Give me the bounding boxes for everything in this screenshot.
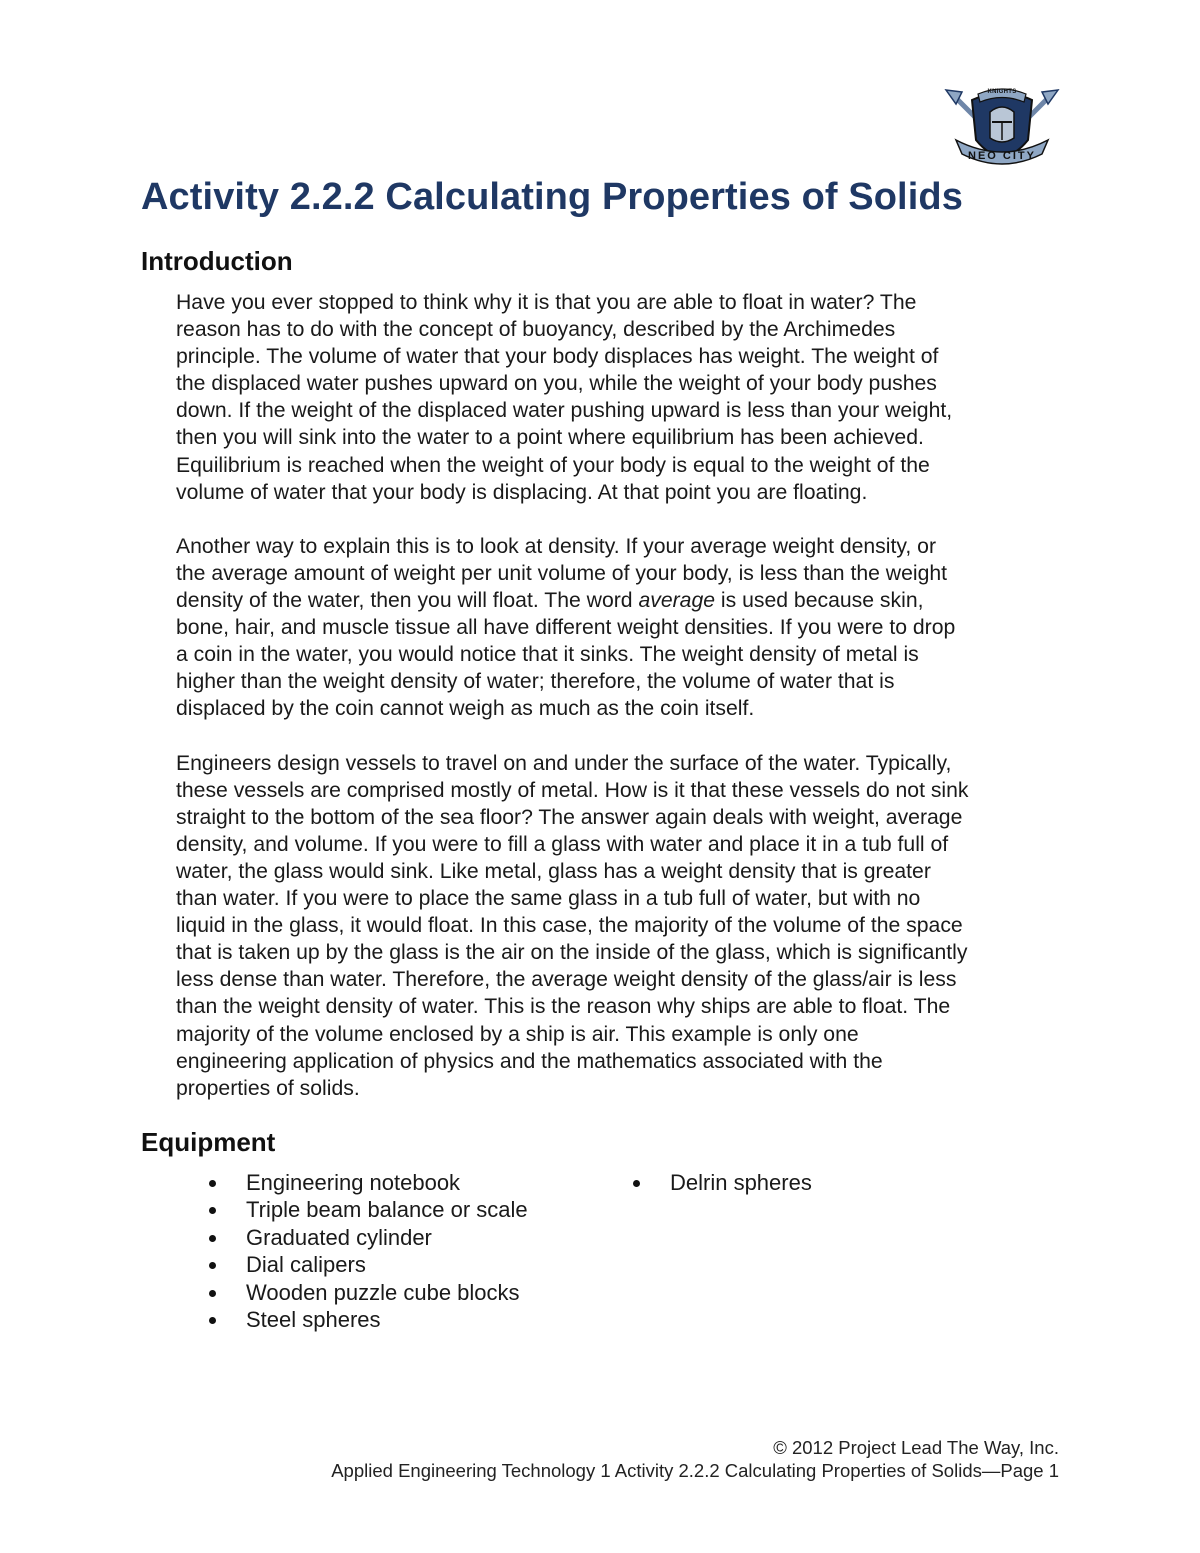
equipment-item: Engineering notebook (246, 1170, 461, 1195)
text-line: higher than the weight density of water; therefore, the volume of water that is (176, 670, 895, 694)
footer-page-line: Applied Engineering Technology 1 Activity 2.2.2 Calculating Properties of Solids—Page 1 (331, 1460, 1059, 1481)
bullet-icon (209, 1235, 216, 1242)
bullet-icon (209, 1290, 216, 1297)
emphasized-word: average (638, 589, 716, 613)
logo-bottom-text: NEO CITY (968, 150, 1036, 162)
list-item (176, 1279, 528, 1306)
bullet-icon (209, 1207, 216, 1214)
text-line-with-emphasis: density of the water, then you will float. The word average is used because skin, (176, 589, 924, 613)
text-line: Another way to explain this is to look at density. If your average weight density, or (176, 534, 937, 558)
intro-paragraph-2 (176, 533, 1066, 723)
text-line: water, the glass would sink. Like metal, glass has a weight density that is greater (176, 859, 931, 883)
text-line: straight to the bottom of the sea floor? The answer again deals with weight, average (176, 805, 963, 829)
list-item (176, 1224, 528, 1251)
equipment-item: Delrin spheres (670, 1170, 812, 1195)
text-line: principle. The volume of water that your body displaces has weight. The weight of (176, 345, 939, 369)
text-line: a coin in the water, you would notice that it sinks. The weight density of metal is (176, 643, 919, 667)
text-line: Equilibrium is reached when the weight of your body is equal to the weight of the (176, 453, 930, 477)
equipment-item: Wooden puzzle cube blocks (246, 1279, 520, 1305)
list-item (600, 1169, 812, 1196)
equipment-list-column-1 (176, 1169, 528, 1333)
text-line: Engineers design vessels to travel on and under the surface of the water. Typically, (176, 751, 952, 775)
bullet-icon (209, 1180, 216, 1187)
school-logo (942, 82, 1062, 174)
text-line: the displaced water pushes upward on you, while the weight of your body pushes (176, 372, 937, 396)
equipment-list-column-2 (600, 1169, 812, 1196)
text-line: displaced by the coin cannot weigh as much as the coin itself. (176, 697, 755, 721)
text-line: than water. If you were to place the same glass in a tub full of water, but with no (176, 887, 921, 911)
equipment-item: Steel spheres (246, 1307, 381, 1333)
intro-paragraph-3 (176, 750, 1066, 1102)
equipment-item: Graduated cylinder (246, 1224, 432, 1250)
text-line: properties of solids. (176, 1076, 360, 1100)
text-line: volume of water that your body is displacing. At that point you are floating. (176, 480, 868, 504)
text-line: Have you ever stopped to think why it is that you are able to float in water? The (176, 291, 917, 314)
list-item (176, 1306, 528, 1333)
text-line: liquid in the glass, it would float. In this case, the majority of the volume of the space (176, 914, 963, 938)
text-line: than the weight density of water. This is the reason why ships are able to float. The (176, 995, 951, 1019)
equipment-item: Dial calipers (246, 1252, 366, 1278)
bullet-icon (633, 1180, 640, 1187)
list-item (176, 1169, 528, 1196)
text-line: bone, hair, and muscle tissue all have different weight densities. If you were to drop (176, 616, 956, 640)
text-line: then you will sink into the water to a point where equilibrium has been achieved. (176, 426, 924, 450)
bullet-icon (209, 1262, 216, 1269)
text-line: reason has to do with the concept of buoyancy, described by the Archimedes (176, 318, 896, 342)
text-line: engineering application of physics and the mathematics associated with the (176, 1049, 883, 1073)
text-line: these vessels are comprised mostly of metal. How is it that these vessels do not sink (176, 778, 969, 802)
bullet-icon (209, 1317, 216, 1324)
equipment-item: Triple beam balance or scale (246, 1197, 528, 1223)
equipment-heading: Equipment (141, 1127, 276, 1157)
introduction-body (176, 289, 1066, 1129)
footer-copyright: © 2012 Project Lead The Way, Inc. (773, 1437, 1059, 1458)
list-item (176, 1196, 528, 1223)
text-line: less dense than water. Therefore, the average weight density of the glass/air is less (176, 968, 957, 992)
text-line: the average amount of weight per unit volume of your body, is less than the weight (176, 561, 948, 585)
text-line: that is taken up by the glass is the air on the inside of the glass, which is significantly (176, 941, 968, 965)
list-item (176, 1251, 528, 1278)
introduction-heading: Introduction (141, 246, 293, 276)
text-line: density, and volume. If you were to fill a glass with water and place it in a tub full of (176, 832, 949, 856)
intro-paragraph-1 (176, 289, 1066, 506)
text-line: down. If the weight of the displaced water pushing upward is less than your weight, (176, 399, 953, 423)
page-title: Activity 2.2.2 Calculating Properties of Solids (141, 176, 963, 218)
text-line: majority of the volume enclosed by a ship is air. This example is only one (176, 1022, 859, 1046)
logo-top-text: KNIGHTS (987, 89, 1017, 95)
